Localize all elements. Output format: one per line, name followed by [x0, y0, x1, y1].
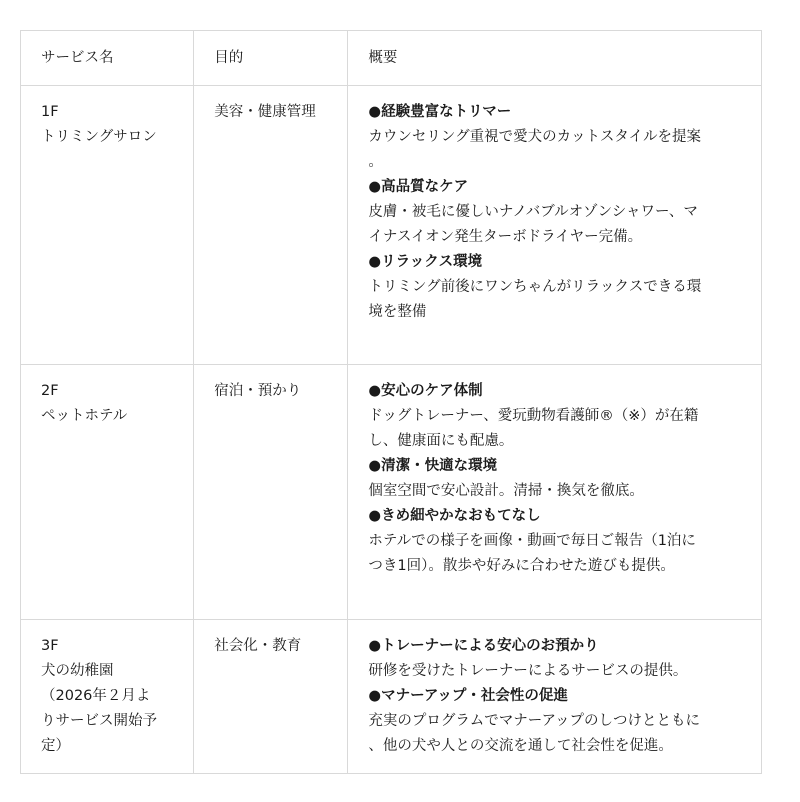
- feature-description: 研修を受けたトレーナーによるサービスの提供。: [368, 663, 688, 679]
- header-purpose: 目的: [194, 31, 348, 86]
- floor-label: 2F: [41, 383, 59, 399]
- feature-description: 個室空間で安心設計。清掃・換気を徹底。: [368, 483, 644, 499]
- feature-title: ●清潔・快適な環境: [368, 458, 498, 474]
- floor-label: 1F: [41, 104, 59, 120]
- feature-description: ドッグトレーナー、愛玩動物看護師®（※）が在籍 し、健康面にも配慮。: [368, 408, 699, 449]
- service-name-cell: [21, 365, 194, 620]
- overview-cell: [348, 620, 762, 774]
- service-name-cell: [21, 86, 194, 365]
- feature-title: ●トレーナーによる安心のお預かり: [368, 638, 599, 654]
- feature-description: カウンセリング重視で愛犬のカットスタイルを提案 。: [368, 129, 702, 170]
- table-row: [21, 86, 762, 365]
- feature-title: ●きめ細やかなおもてなし: [368, 508, 541, 524]
- service-name: 犬の幼稚園 （2026年２月よ りサービス開始予 定）: [41, 663, 157, 754]
- feature-title: ●安心のケア体制: [368, 383, 483, 399]
- purpose-cell: 宿泊・預かり: [194, 365, 348, 620]
- table-row: [21, 365, 762, 620]
- purpose-cell: 美容・健康管理: [194, 86, 348, 365]
- feature-title: ●マナーアップ・社会性の促進: [368, 688, 568, 704]
- feature-description: ホテルでの様子を画像・動画で毎日ご報告（1泊に つき1回）。散歩や好みに合わせた遊びも提供。: [368, 533, 696, 574]
- feature-title: ●高品質なケア: [368, 179, 469, 195]
- table-row: [21, 620, 762, 774]
- service-name: ペットホテル: [41, 408, 128, 424]
- feature-title: ●経験豊富なトリマー: [368, 104, 512, 120]
- overview-cell: [348, 365, 762, 620]
- overview-cell: [348, 86, 762, 365]
- service-name: トリミングサロン: [41, 129, 157, 145]
- feature-title: ●リラックス環境: [368, 254, 483, 270]
- purpose-cell: 社会化・教育: [194, 620, 348, 774]
- floor-label: 3F: [41, 638, 59, 654]
- table-header-row: [21, 31, 762, 86]
- feature-description: 皮膚・被毛に優しいナノバブルオゾンシャワー、マ イナスイオン発生ターボドライヤー完備。: [368, 204, 698, 245]
- service-table: [20, 30, 762, 774]
- header-overview: 概要: [348, 31, 762, 86]
- feature-description: 充実のプログラムでマナーアップのしつけとともに 、他の犬や人との交流を通して社会性を促進。: [368, 713, 701, 754]
- service-name-cell: [21, 620, 194, 774]
- header-service-name: サービス名: [21, 31, 194, 86]
- feature-description: トリミング前後にワンちゃんがリラックスできる環 境を整備: [368, 279, 702, 320]
